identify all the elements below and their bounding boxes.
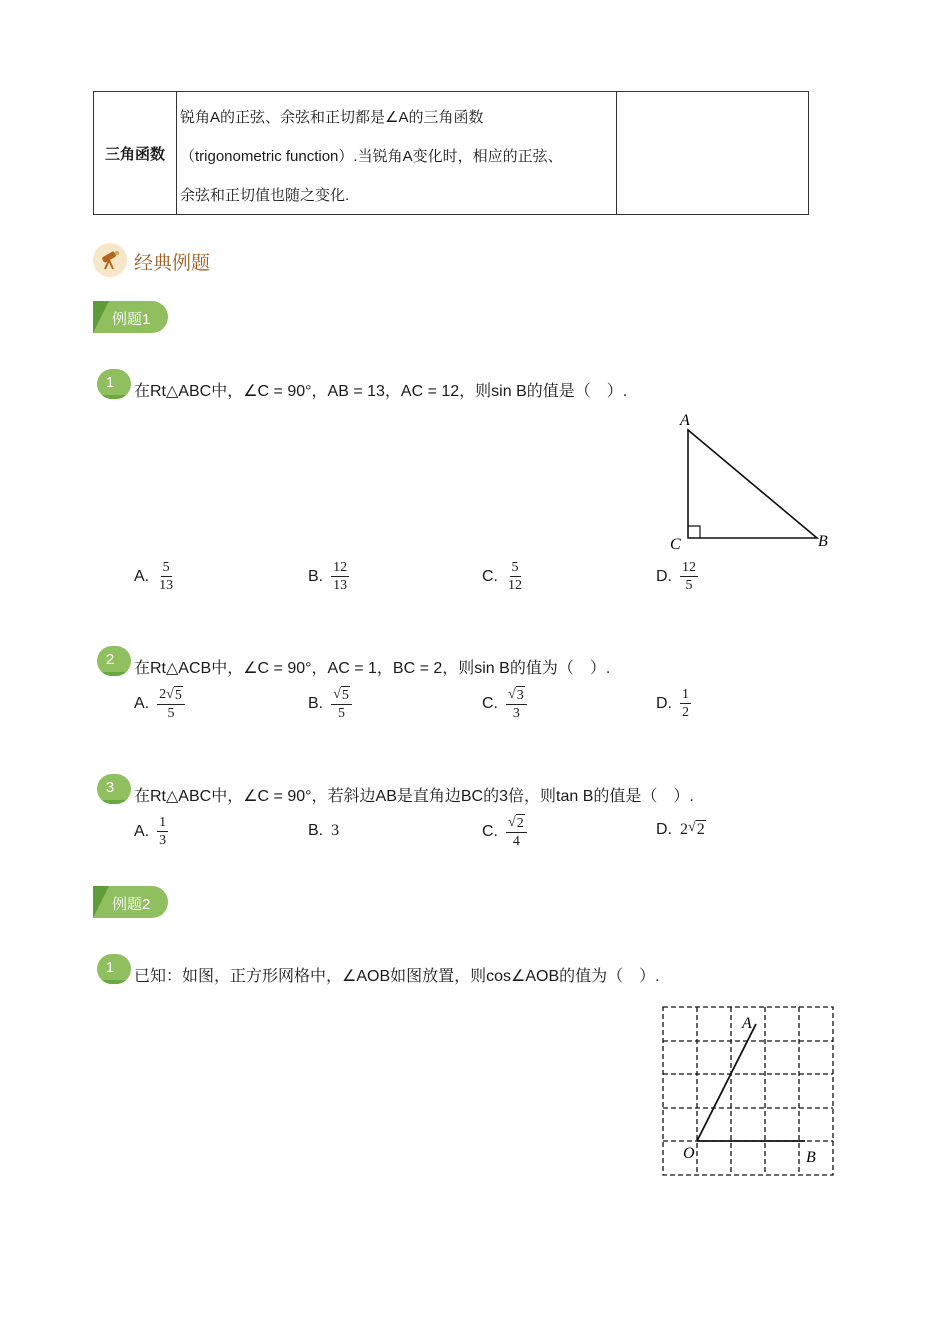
fraction bbox=[506, 559, 524, 594]
denominator: 5 bbox=[685, 578, 693, 593]
radical-sign: √ bbox=[508, 687, 516, 702]
question-badge bbox=[97, 646, 131, 676]
fraction bbox=[157, 559, 175, 594]
radical-sign: √ bbox=[688, 820, 696, 835]
telescope-icon bbox=[93, 243, 127, 277]
numerator: 12 bbox=[682, 560, 696, 575]
numerator: 12 bbox=[333, 560, 348, 575]
coefficient: 2 bbox=[680, 820, 688, 838]
triangle-abc bbox=[688, 430, 817, 538]
numerator bbox=[157, 686, 185, 705]
question-badge bbox=[97, 369, 131, 399]
definition-term: 三角函数 bbox=[94, 92, 177, 214]
radicand: 5 bbox=[174, 688, 182, 703]
numerator bbox=[331, 686, 352, 705]
option-letter: A. bbox=[134, 695, 150, 712]
option-b[interactable] bbox=[308, 559, 349, 594]
question-text: 在Rt△ACB中，∠C = 90°，AC = 1，BC = 2，则sin B的值为（ ）. bbox=[134, 660, 611, 677]
example-label-pill bbox=[93, 886, 168, 918]
fraction bbox=[506, 814, 527, 850]
example-label: 例题1 bbox=[112, 311, 151, 328]
definition-line: 锐角A的正弦、余弦和正切都是∠A的三角函数 bbox=[180, 109, 484, 126]
denominator: 5 bbox=[167, 706, 175, 721]
example-label: 例题2 bbox=[112, 896, 151, 913]
denominator: 2 bbox=[682, 705, 689, 720]
question-number: 3 bbox=[105, 779, 115, 796]
denominator: 13 bbox=[333, 578, 348, 593]
grid-figure bbox=[655, 1000, 845, 1185]
option-a[interactable] bbox=[134, 686, 185, 722]
example-label-pill bbox=[93, 301, 168, 333]
radical-sign: √ bbox=[508, 815, 516, 830]
option-b[interactable] bbox=[308, 822, 339, 840]
question-text: 在Rt△ABC中，∠C = 90°，若斜边AB是直角边BC的3倍，则tan B的值是（ ）. bbox=[134, 788, 694, 805]
option-letter: C. bbox=[482, 823, 498, 840]
option-b[interactable] bbox=[308, 686, 352, 722]
fraction bbox=[157, 814, 168, 849]
fraction bbox=[331, 559, 349, 594]
option-letter: D. bbox=[656, 820, 672, 838]
radical-sign: √ bbox=[333, 687, 341, 702]
definition-line: 余弦和正切值也随之变化. bbox=[180, 187, 350, 204]
numerator bbox=[506, 814, 527, 833]
denominator: 13 bbox=[159, 578, 174, 593]
fraction bbox=[680, 686, 691, 721]
numerator: 1 bbox=[682, 687, 689, 702]
question-text: 已知：如图，正方形网格中，∠AOB如图放置，则cos∠AOB的值为（ ）. bbox=[134, 968, 660, 985]
definition-line: （trigonometric function）.当锐角A变化时，相应的正弦、 bbox=[180, 148, 563, 165]
triangle-figure bbox=[660, 405, 840, 555]
radicand: 3 bbox=[516, 688, 524, 703]
question-badge bbox=[97, 954, 131, 984]
radicand: 5 bbox=[341, 688, 349, 703]
vertex-label-c: C bbox=[670, 536, 681, 553]
option-c[interactable] bbox=[482, 686, 527, 722]
coefficient: 2 bbox=[159, 687, 167, 702]
point-label-o: O bbox=[683, 1145, 695, 1162]
denominator: 3 bbox=[512, 706, 520, 721]
option-a[interactable] bbox=[134, 559, 175, 594]
numerator bbox=[506, 686, 527, 705]
vertex-label-b: B bbox=[818, 533, 828, 550]
fraction bbox=[157, 686, 185, 722]
option-d[interactable] bbox=[656, 559, 698, 594]
question-number: 1 bbox=[105, 374, 115, 391]
option-c[interactable] bbox=[482, 814, 527, 850]
fraction bbox=[506, 686, 527, 722]
numerator: 1 bbox=[159, 815, 167, 830]
fraction bbox=[680, 559, 698, 594]
question-text: 在Rt△ABC中，∠C = 90°，AB = 13，AC = 12，则sin B的值是（ ）. bbox=[134, 383, 628, 400]
option-letter: C. bbox=[482, 695, 498, 712]
definition-body bbox=[176, 92, 617, 214]
vertex-label-a: A bbox=[680, 412, 690, 429]
option-letter: A. bbox=[134, 567, 150, 585]
point-label-a: A bbox=[742, 1015, 752, 1032]
option-d[interactable] bbox=[656, 820, 706, 839]
option-letter: D. bbox=[656, 567, 672, 585]
question-number: 1 bbox=[105, 959, 115, 976]
option-letter: B. bbox=[308, 695, 324, 712]
option-a[interactable] bbox=[134, 814, 168, 849]
option-c[interactable] bbox=[482, 559, 524, 594]
definition-table bbox=[93, 91, 809, 215]
fraction bbox=[331, 686, 352, 722]
point-label-b: B bbox=[806, 1149, 816, 1166]
denominator: 12 bbox=[508, 578, 522, 593]
section-title: 经典例题 bbox=[134, 253, 211, 274]
denominator: 3 bbox=[159, 833, 167, 848]
option-letter: C. bbox=[482, 567, 498, 585]
numerator: 5 bbox=[162, 560, 170, 575]
radical-sign: √ bbox=[166, 687, 174, 702]
option-value: 3 bbox=[331, 822, 340, 839]
radicand: 2 bbox=[516, 816, 524, 831]
numerator: 5 bbox=[511, 560, 519, 575]
right-angle-mark bbox=[688, 526, 700, 538]
option-d[interactable] bbox=[656, 686, 691, 721]
radicand: 2 bbox=[696, 821, 705, 838]
denominator: 4 bbox=[512, 834, 520, 849]
question-badge bbox=[97, 774, 131, 804]
option-letter: B. bbox=[308, 567, 324, 585]
denominator: 5 bbox=[337, 706, 345, 721]
question-number: 2 bbox=[105, 651, 115, 668]
option-letter: D. bbox=[656, 694, 672, 712]
option-letter: B. bbox=[308, 822, 324, 839]
square-root bbox=[688, 820, 706, 839]
option-letter: A. bbox=[134, 822, 150, 840]
